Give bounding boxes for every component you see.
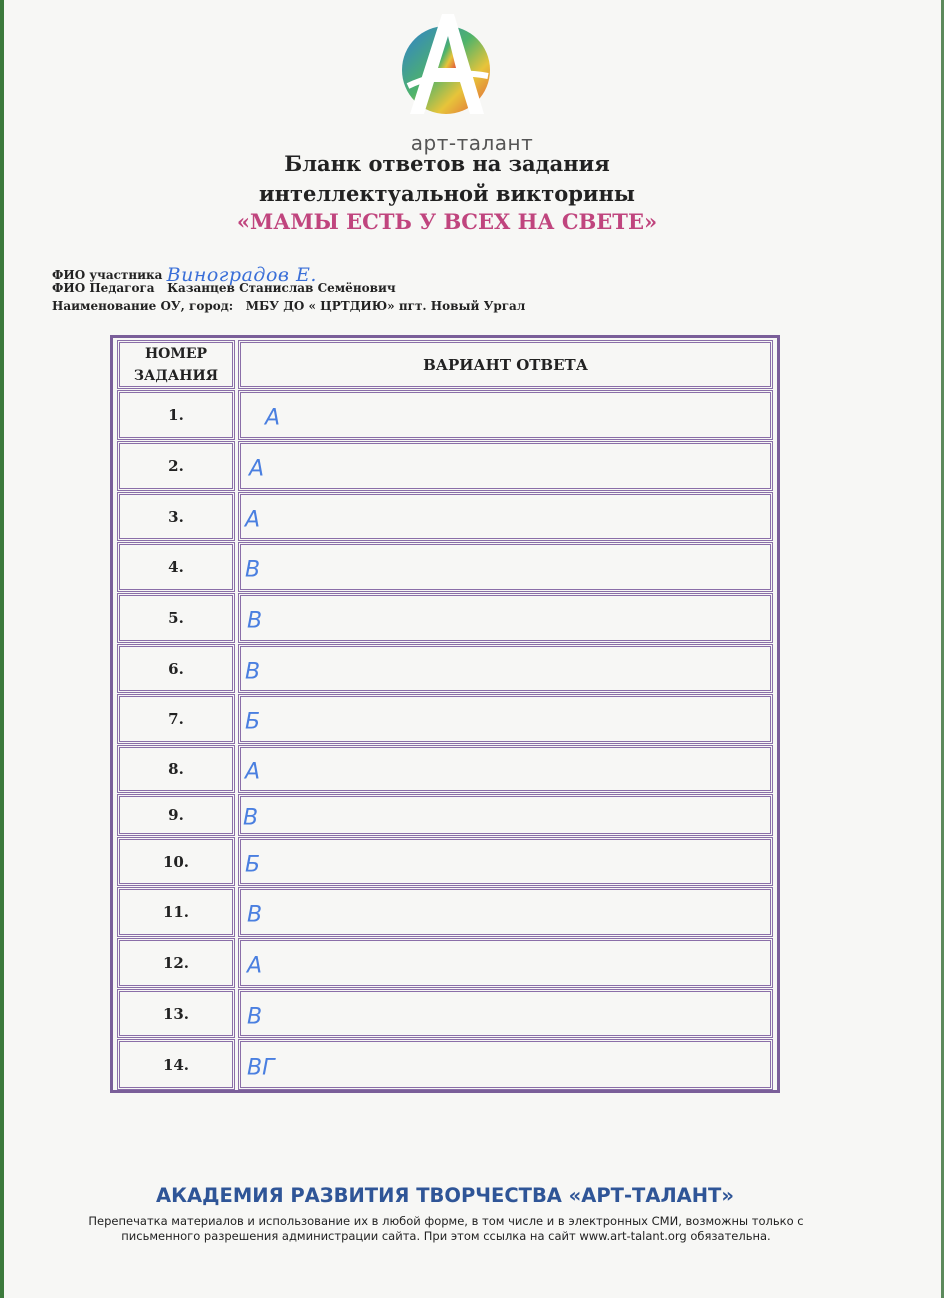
task-number: 3. [117,492,235,541]
handwritten-answer: В [247,1004,263,1029]
table-row [115,794,775,836]
table-row [115,694,775,744]
table-row [115,492,775,541]
table-row [115,938,775,988]
answer-cell [238,492,773,541]
handwritten-answer: В [245,659,261,684]
answer-cell [238,542,773,592]
teacher-value: Казанцев Станислав Семёнович [167,281,396,295]
handwritten-answer: В [243,805,259,831]
quiz-name: «МАМЫ ЕСТЬ У ВСЕХ НА СВЕТЕ» [236,209,658,234]
participant-value: Виноградов Е. [166,264,317,286]
task-number: 1. [117,390,235,440]
task-number: 9. [117,794,235,836]
brand-name: арт-талант [410,131,534,155]
title-line2: интеллектуальной викторины [259,181,635,206]
header-answer-label: ВАРИАНТ ОТВЕТА [423,355,588,374]
header-number-line1: НОМЕР [144,345,208,362]
handwritten-answer: А [265,405,281,431]
handwritten-answer: В [245,557,261,583]
answer-cell [238,938,773,988]
teacher-label: ФИО Педагога [52,281,155,295]
table-row [115,745,775,793]
answer-cell [238,694,773,744]
copyright-note-line2: письменного разрешения администрации сайта. При этом ссылка на сайт www.art-talant.org обязательна. [121,1229,771,1243]
task-number: 2. [117,441,235,491]
copyright-note [84,1214,808,1244]
title-line1: Бланк ответов на задания [284,151,610,176]
art-talant-logo-icon [398,10,494,116]
handwritten-answer: А [245,507,261,532]
table-row [115,593,775,643]
answer-cell [238,837,773,886]
task-number: 14. [117,1039,235,1090]
answer-cell [238,887,773,937]
handwritten-answer: Б [245,709,261,735]
school-line [52,299,525,313]
table-row [115,542,775,592]
task-number: 13. [117,989,235,1038]
teacher-line [52,281,396,295]
answer-cell [238,989,773,1038]
answer-table [110,335,780,1093]
handwritten-answer: В [247,902,263,928]
handwritten-answer: А [245,759,261,785]
task-number: 5. [117,593,235,643]
answer-cell [238,593,773,643]
header-number-cell [117,340,235,389]
table-row [115,837,775,886]
table-row [115,1039,775,1090]
table-row [115,644,775,693]
school-value: МБУ ДО « ЦРТДИЮ» пгт. Новый Ургал [245,299,526,313]
school-label: Наименование ОУ, город: [52,299,234,313]
task-number: 11. [117,887,235,937]
answer-cell [238,1039,773,1090]
academy-title: АКАДЕМИЯ РАЗВИТИЯ ТВОРЧЕСТВА «АРТ-ТАЛАНТ» [156,1184,734,1207]
answer-cell [238,794,773,836]
handwritten-answer: В [247,608,263,634]
answer-cell [238,441,773,491]
task-number: 10. [117,837,235,886]
table-row [115,989,775,1038]
handwritten-answer: ВГ [247,1055,275,1080]
task-number: 12. [117,938,235,988]
answer-cell [238,644,773,693]
header-number-line2: ЗАДАНИЯ [133,367,219,384]
answer-cell [238,390,773,440]
table-row [115,390,775,440]
handwritten-answer: Б [245,852,261,877]
table-row [115,887,775,937]
task-number: 4. [117,542,235,592]
participant-label: ФИО участника [52,268,163,282]
table-header-row [115,340,775,389]
task-number: 6. [117,644,235,693]
task-number: 7. [117,694,235,744]
task-number: 8. [117,745,235,793]
copyright-note-line1: Перепечатка материалов и использование их в любой форме, в том числе и в электронных СМИ, возможны только с [88,1214,804,1228]
handwritten-answer: А [247,953,263,979]
handwritten-answer: А [249,456,265,482]
header-answer-cell [238,340,773,389]
table-row [115,441,775,491]
answer-cell [238,745,773,793]
